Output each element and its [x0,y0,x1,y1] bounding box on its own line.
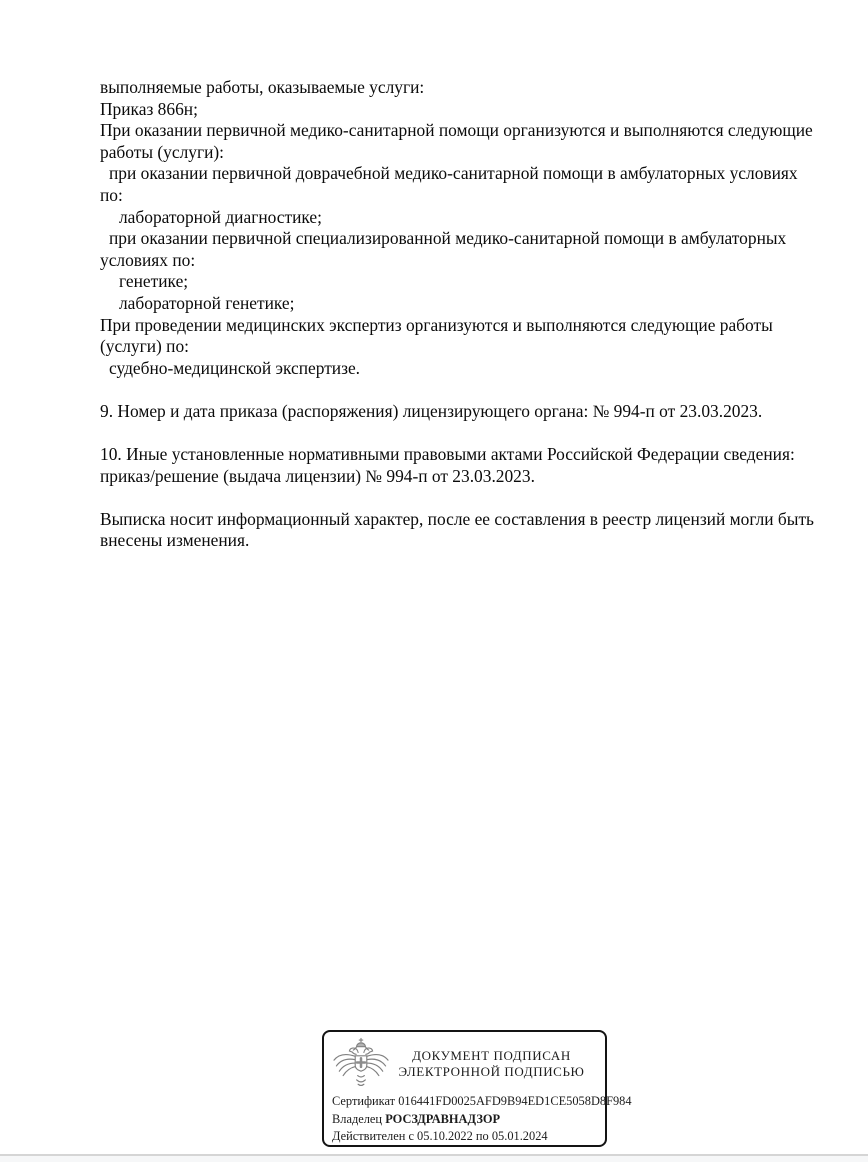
paragraph-gap [100,487,816,509]
validity-line: Действителен с 05.10.2022 по 05.01.2024 [332,1129,548,1144]
roszdravnadzor-eagle-icon [332,1037,390,1091]
document-line: лабораторной генетике; [119,292,295,313]
stamp-title-line1: ДОКУМЕНТ ПОДПИСАН [412,1047,571,1063]
document-line: приказ/решение (выдача лицензии) № 994-п от 23.03.2023. [100,465,535,486]
document-line: судебно-медицинской экспертизе. [109,357,361,378]
document-line: генетике; [119,271,189,292]
document-line-disclaimer: внесены изменения. [100,530,250,551]
document-line-item-9: 9. Номер и дата приказа (распоряжения) лицензирующего органа: № 994-п от 23.03.2023. [100,400,763,421]
owner-line [332,1111,597,1129]
document-line: по: [100,184,123,205]
document-line: условиях по: [100,249,196,270]
certificate-label: Сертификат [332,1094,396,1108]
stamp-header [324,1032,605,1092]
stamp-title [390,1048,597,1081]
document-line: (услуги) по: [100,336,189,357]
document-line: при оказании первичной специализированной медико-санитарной помощи в амбулаторных [109,228,787,249]
document-line: при оказании первичной доврачебной медико-санитарной помощи в амбулаторных условиях [109,163,798,184]
electronic-signature-stamp [322,1030,632,1147]
document-line: Приказ 866н; [100,98,198,119]
document-line: лабораторной диагностике; [119,206,322,227]
document-line: При проведении медицинских экспертиз организуются и выполняются следующие работы [100,314,773,335]
document-body [100,77,816,552]
stamp-title-line2: ЭЛЕКТРОННОЙ ПОДПИСЬЮ [398,1064,585,1079]
document-line: работы (услуги): [100,141,225,162]
document-line: При оказании первичной медико-санитарной помощи организуются и выполняются следующие [100,120,813,141]
certificate-value: 016441FD0025AFD9B94ED1CE5058D8F984 [398,1094,632,1108]
paragraph-gap [100,423,816,445]
document-line-item-10: 10. Иные установленные нормативными правовыми актами Российской Федерации сведения: [100,444,795,465]
stamp-info [324,1092,632,1146]
owner-value: РОСЗДРАВНАДЗОР [385,1111,501,1126]
paragraph-gap [100,379,816,401]
certificate-line [332,1093,632,1111]
owner-label: Владелец [332,1111,383,1126]
viewer-background [0,1156,868,1162]
document-line: выполняемые работы, оказываемые услуги: [100,77,425,97]
document-line-disclaimer: Выписка носит информационный характер, после ее составления в реестр лицензий могли быть [100,508,814,529]
